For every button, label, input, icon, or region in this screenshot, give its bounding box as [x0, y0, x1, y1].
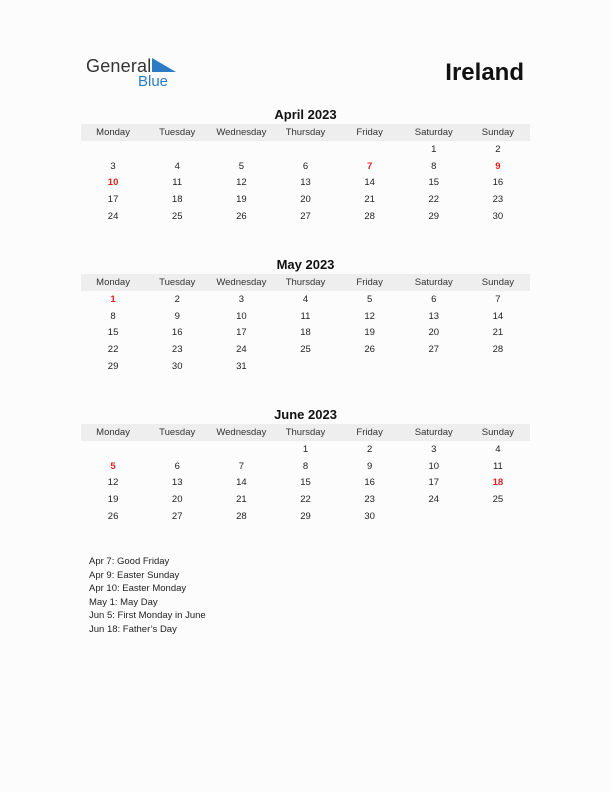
- day-cell: 16: [492, 177, 504, 189]
- day-cell: 3: [110, 160, 116, 172]
- day-cell: 1: [431, 143, 437, 155]
- day-cell: 13: [300, 177, 311, 189]
- day-cell: 17: [428, 477, 440, 489]
- day-cell: 13: [171, 477, 183, 489]
- month-calendar-june: [81, 406, 530, 524]
- week-row: [81, 308, 530, 325]
- day-cell: 8: [431, 160, 437, 172]
- week-row: [81, 141, 530, 158]
- holiday-day-cell: 7: [366, 160, 373, 172]
- day-cell: 19: [236, 193, 247, 205]
- day-cell: 21: [492, 327, 504, 339]
- week-row: [81, 291, 530, 308]
- day-cell: 12: [364, 310, 375, 322]
- day-cell: 6: [174, 460, 180, 472]
- holiday-entry: May 1: May Day: [89, 596, 158, 608]
- week-row: [81, 474, 530, 491]
- logo-flag-icon: [152, 58, 178, 74]
- holiday-day-cell: 18: [492, 477, 504, 489]
- day-cell: 30: [492, 210, 504, 222]
- month-title: June 2023: [274, 407, 337, 422]
- day-cell: 29: [428, 210, 440, 222]
- logo-general-text: General: [86, 56, 152, 76]
- day-cell: 21: [364, 193, 375, 205]
- weekday-label: Wednesday: [216, 277, 267, 288]
- holiday-entry: Jun 5: First Monday in June: [89, 610, 206, 621]
- day-cell: 19: [107, 493, 119, 505]
- day-cell: 7: [238, 460, 244, 472]
- day-cell: 10: [428, 460, 440, 472]
- day-cell: 9: [366, 460, 373, 472]
- day-cell: 25: [492, 493, 504, 505]
- day-cell: 5: [366, 293, 373, 305]
- week-row: [81, 458, 530, 475]
- day-cell: 24: [107, 210, 119, 222]
- weekday-label: Friday: [356, 427, 383, 438]
- day-cell: 21: [236, 493, 247, 505]
- day-cell: 24: [236, 343, 247, 355]
- week-row: [81, 174, 530, 191]
- holiday-day-cell: 9: [495, 160, 501, 172]
- day-cell: 25: [171, 210, 183, 222]
- day-cell: 23: [364, 493, 375, 505]
- weekday-header-row: [81, 274, 530, 291]
- day-cell: 14: [236, 477, 247, 489]
- holiday-day-cell: 10: [107, 177, 119, 189]
- weekday-label: Monday: [96, 127, 130, 138]
- day-cell: 4: [302, 293, 309, 305]
- day-cell: 27: [300, 210, 311, 222]
- month-title: May 2023: [276, 257, 335, 272]
- weekday-label: Monday: [96, 277, 130, 288]
- day-cell: 29: [300, 510, 311, 522]
- holiday-entry: Apr 10: Easter Monday: [89, 583, 187, 594]
- weekday-header-row: [81, 424, 530, 441]
- day-cell: 14: [364, 177, 375, 189]
- day-cell: 6: [302, 160, 309, 172]
- weekday-label: Monday: [96, 427, 130, 438]
- day-cell: 22: [107, 343, 119, 355]
- weekday-label: Sunday: [481, 427, 515, 438]
- day-cell: 11: [300, 310, 311, 322]
- day-cell: 16: [364, 477, 375, 489]
- day-cell: 15: [428, 177, 440, 189]
- weekday-header-row: [81, 124, 530, 141]
- day-cell: 22: [428, 193, 440, 205]
- day-cell: 8: [302, 460, 309, 472]
- day-cell: 26: [236, 210, 247, 222]
- weekday-label: Sunday: [481, 277, 515, 288]
- day-cell: 8: [110, 310, 116, 322]
- weekday-label: Thursday: [285, 127, 326, 138]
- day-cell: 27: [428, 343, 440, 355]
- week-row: [81, 441, 530, 458]
- month-calendar-may: [81, 256, 530, 374]
- day-cell: 28: [364, 210, 375, 222]
- week-row: [81, 158, 530, 175]
- day-cell: 4: [174, 160, 180, 172]
- day-cell: 12: [107, 477, 119, 489]
- day-cell: 20: [300, 193, 311, 205]
- weekday-label: Saturday: [414, 427, 453, 438]
- day-cell: 13: [428, 310, 440, 322]
- day-cell: 28: [236, 510, 247, 522]
- day-cell: 18: [171, 193, 183, 205]
- weekday-label: Sunday: [481, 127, 515, 138]
- day-cell: 31: [236, 360, 247, 372]
- weekday-label: Wednesday: [216, 427, 267, 438]
- weekday-label: Thursday: [285, 277, 326, 288]
- day-cell: 6: [431, 293, 437, 305]
- month-calendar-april: [81, 106, 530, 224]
- day-cell: 17: [107, 193, 119, 205]
- day-cell: 12: [236, 177, 247, 189]
- day-cell: 26: [364, 343, 375, 355]
- day-cell: 11: [172, 177, 183, 189]
- day-cell: 2: [495, 143, 501, 155]
- holiday-entry: Apr 7: Good Friday: [89, 556, 170, 567]
- day-cell: 18: [300, 327, 311, 339]
- country-title: Ireland: [445, 59, 524, 86]
- day-cell: 20: [171, 493, 183, 505]
- day-cell: 11: [492, 460, 503, 472]
- day-cell: 30: [171, 360, 183, 372]
- week-row: [81, 358, 530, 375]
- day-cell: 14: [492, 310, 504, 322]
- weekday-label: Tuesday: [159, 277, 196, 288]
- holiday-entry: Apr 9: Easter Sunday: [89, 569, 180, 581]
- day-cell: 2: [174, 293, 180, 305]
- week-row: [81, 491, 530, 508]
- weekday-label: Tuesday: [159, 427, 196, 438]
- holiday-day-cell: 5: [110, 460, 116, 472]
- day-cell: 20: [428, 327, 440, 339]
- day-cell: 9: [174, 310, 180, 322]
- weekday-label: Thursday: [285, 427, 326, 438]
- day-cell: 29: [107, 360, 119, 372]
- day-cell: 22: [300, 493, 311, 505]
- week-row: [81, 508, 530, 525]
- weekday-label: Friday: [356, 127, 383, 138]
- holiday-day-cell: 1: [110, 293, 116, 305]
- generalblue-logo: [86, 56, 186, 92]
- day-cell: 26: [107, 510, 119, 522]
- week-row: [81, 324, 530, 341]
- day-cell: 5: [238, 160, 244, 172]
- day-cell: 3: [238, 293, 244, 305]
- logo-blue-text: Blue: [138, 73, 169, 90]
- day-cell: 30: [364, 510, 375, 522]
- week-row: [81, 191, 530, 208]
- week-row: [81, 208, 530, 225]
- weekday-label: Wednesday: [216, 127, 267, 138]
- day-cell: 1: [302, 443, 309, 455]
- day-cell: 3: [431, 443, 437, 455]
- day-cell: 24: [428, 493, 440, 505]
- day-cell: 4: [495, 443, 501, 455]
- holiday-entry: Jun 18: Father’s Day: [89, 623, 177, 635]
- day-cell: 16: [171, 327, 183, 339]
- day-cell: 7: [495, 293, 501, 305]
- weekday-label: Tuesday: [159, 127, 196, 138]
- day-cell: 23: [492, 193, 504, 205]
- day-cell: 15: [107, 327, 119, 339]
- day-cell: 10: [236, 310, 247, 322]
- day-cell: 25: [300, 343, 311, 355]
- month-title: April 2023: [274, 107, 337, 122]
- holiday-list: [89, 555, 206, 636]
- weekday-label: Saturday: [414, 277, 453, 288]
- day-cell: 27: [171, 510, 183, 522]
- day-cell: 2: [366, 443, 373, 455]
- day-cell: 15: [300, 477, 311, 489]
- day-cell: 17: [236, 327, 247, 339]
- day-cell: 19: [364, 327, 375, 339]
- day-cell: 23: [171, 343, 183, 355]
- weekday-label: Friday: [356, 277, 383, 288]
- weekday-label: Saturday: [414, 127, 453, 138]
- day-cell: 28: [492, 343, 504, 355]
- week-row: [81, 341, 530, 358]
